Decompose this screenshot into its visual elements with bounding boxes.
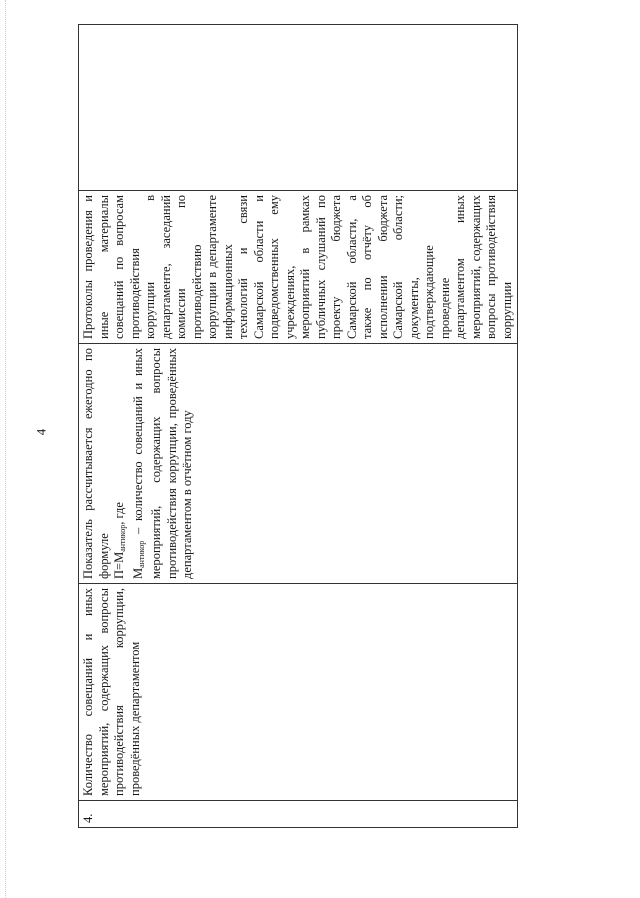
definition-subscript: антикор: [136, 540, 146, 568]
source-text: Протоколы проведения и иные материалы совещаний по вопросам противодействия коррупции в департаменте, заседаний комиссии по противодействию коррупции в департаменте информационных технологий и связи Самарской области и подведомственных ему учреждениях, мероприятий в рамках публичных слушаний по проекту бюджета Самарской области, а также по отчёту об исполнении бюджета Самарской области; документы, подтверждающие проведение департаментом иных мероприятий, содержащих вопросы противодействия коррупции: [81, 195, 514, 339]
empty-cell: [79, 25, 518, 191]
formula-subscript: антикор: [118, 524, 127, 552]
margin-guide: [5, 0, 6, 898]
formula-tail: , где: [112, 502, 126, 525]
indicator-name: Количество совещаний и иных мероприятий, содержащих вопросы противодействия коррупции, проведённых департаментом: [81, 588, 142, 796]
table-row: [79, 25, 518, 828]
definition-symbol: М: [130, 567, 145, 579]
page-number: 4: [33, 428, 49, 436]
calculation-intro: Показатель рассчитывается ежегодно по формуле: [81, 348, 111, 579]
calculation-cell: [79, 344, 518, 584]
definition-text: – количество совещаний и иных мероприятий, содержащих вопросы противодействия коррупции, проведённых департаментом в отчётном году: [130, 348, 194, 579]
rotated-sheet: [78, 24, 514, 828]
indicator-table: [78, 24, 518, 828]
formula: [112, 348, 131, 579]
source-cell: [79, 191, 518, 344]
indicator-name-cell: [79, 584, 518, 801]
formula-lhs: П=М: [112, 551, 126, 579]
row-number: 4.: [81, 813, 95, 823]
row-number-cell: [79, 801, 518, 828]
